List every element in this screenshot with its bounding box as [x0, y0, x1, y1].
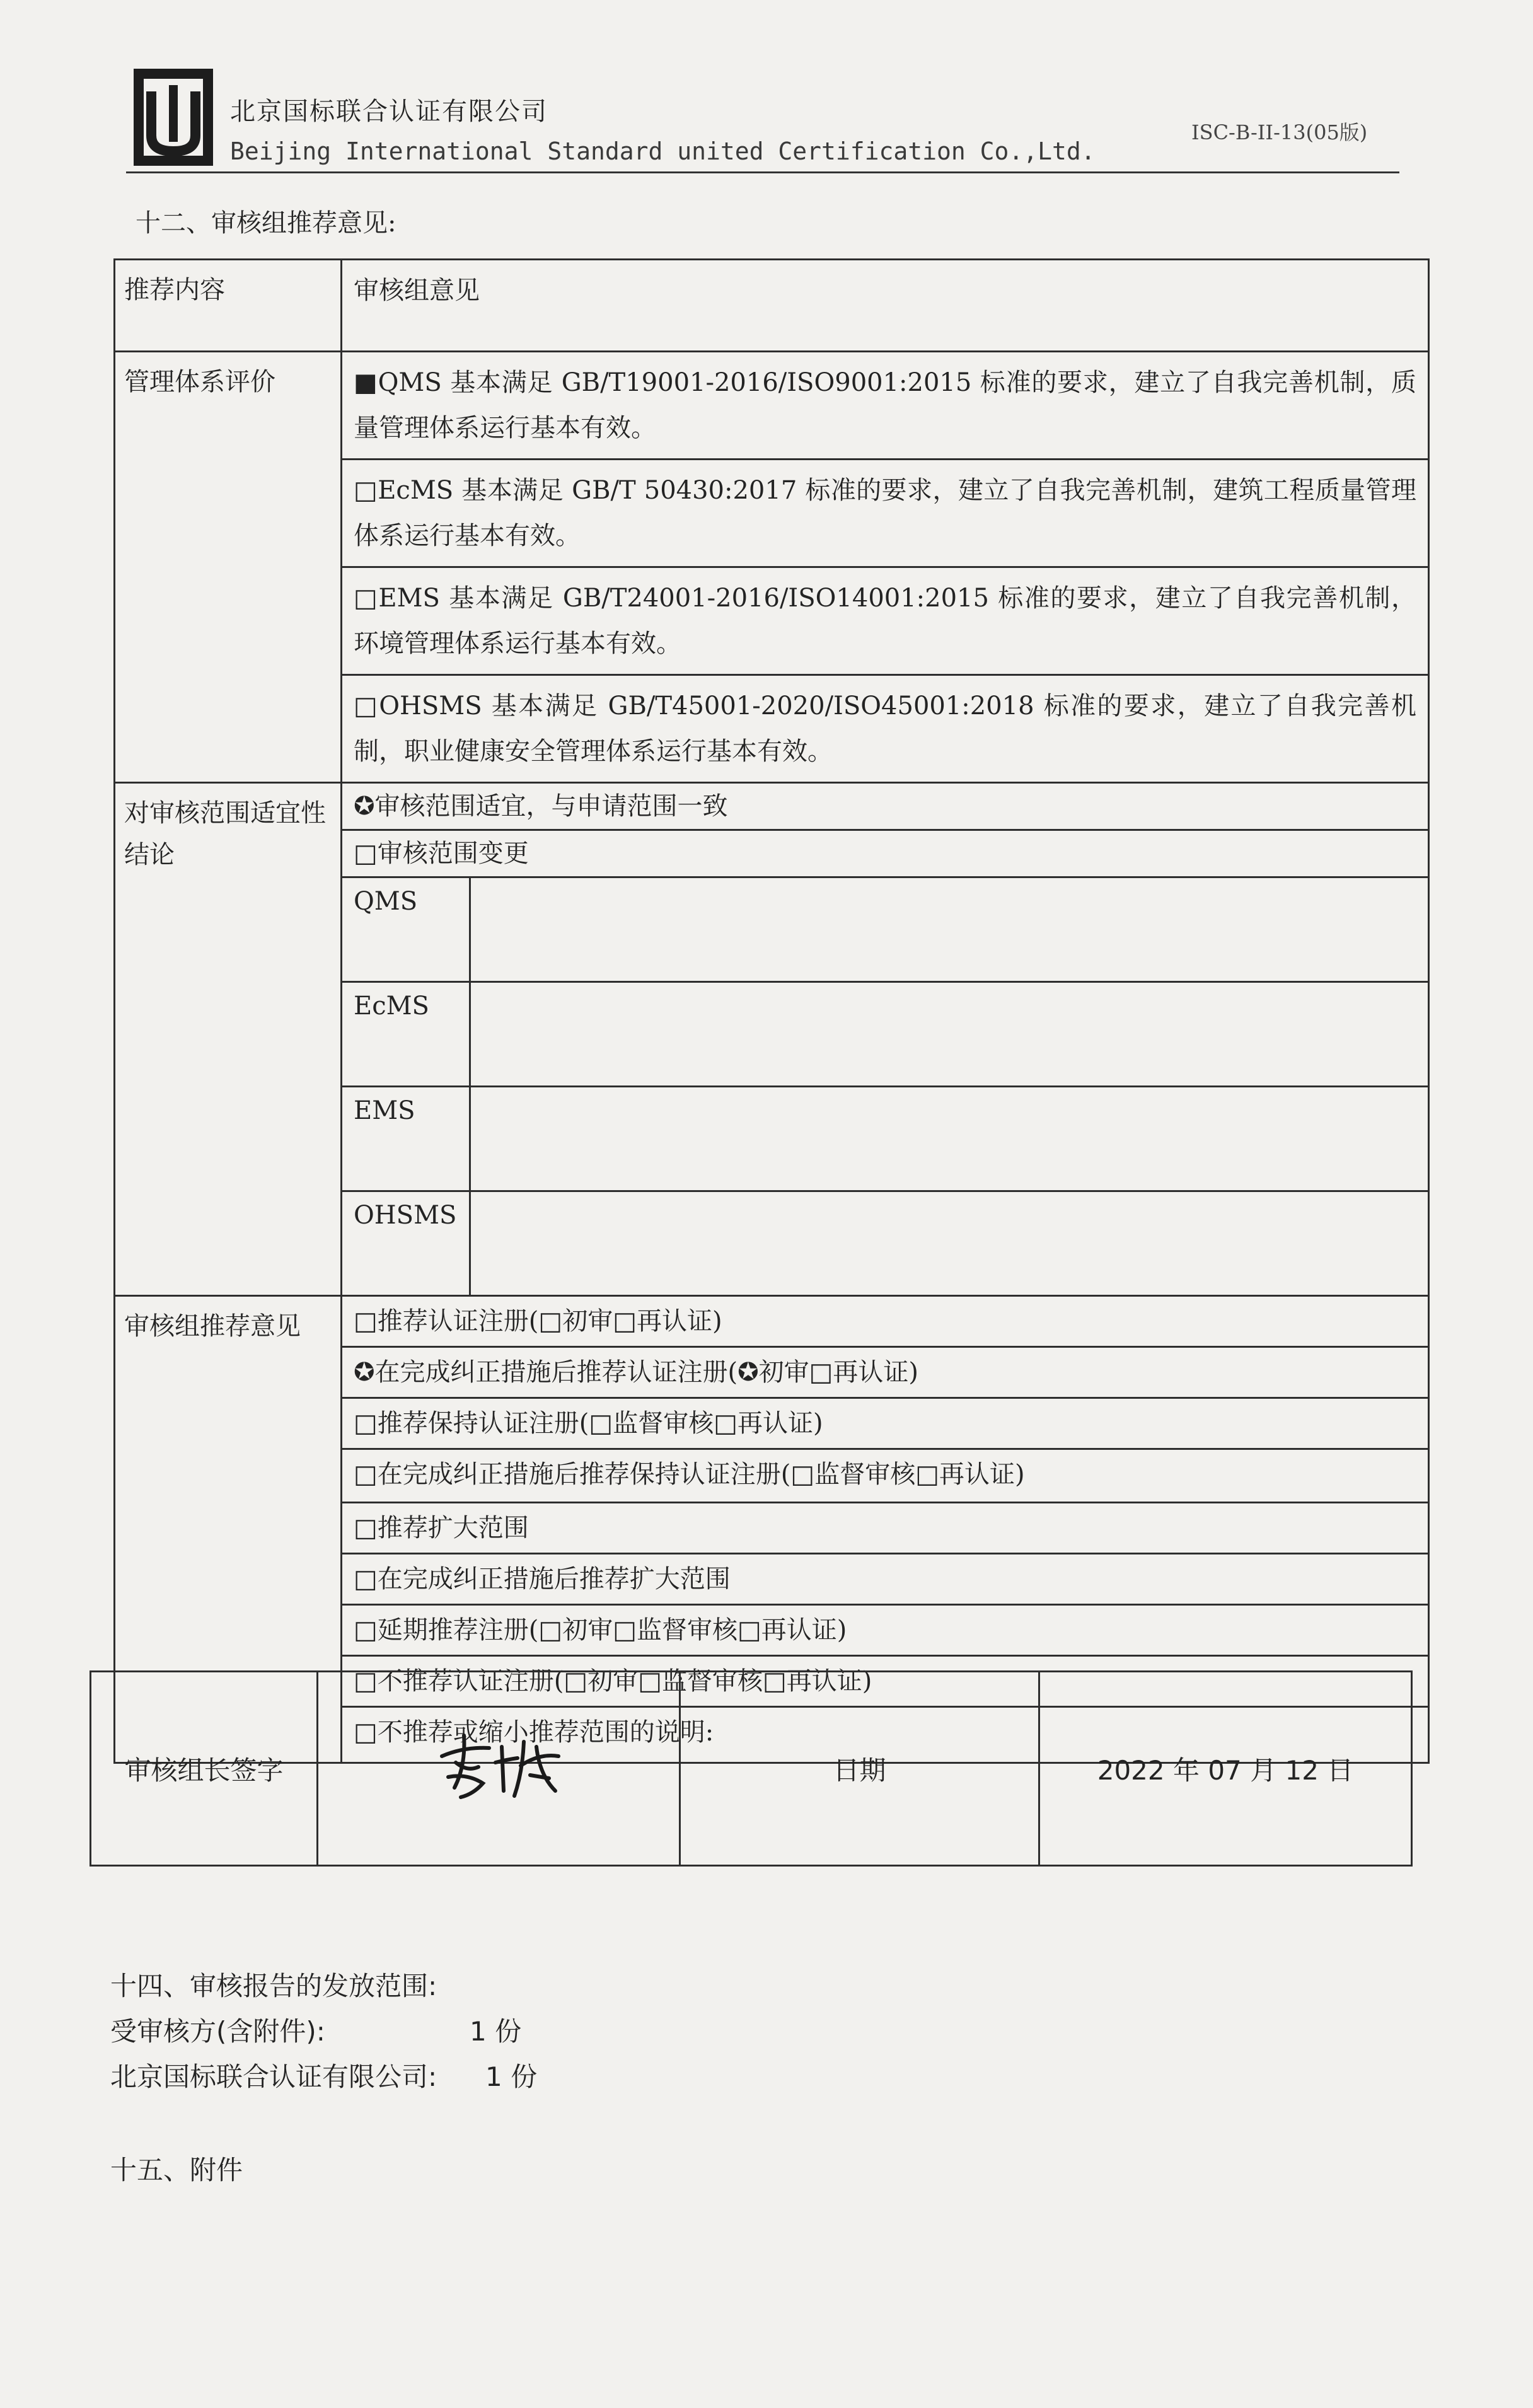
rec-item: □不推荐或缩小推荐范围的说明: [342, 1707, 1429, 1763]
scope-system-value [470, 1191, 1428, 1295]
distribution-company-value: 1 份 [485, 2061, 538, 2092]
distribution-auditee-value: 1 份 [470, 2016, 522, 2047]
checkbox-selected-icon: ✪ [354, 792, 375, 821]
checkbox-icon: □ [354, 584, 379, 613]
mgmt-item-ohsms: □OHSMS 基本满足 GB/T45001-2020/ISO45001:2018 标准的要求，建立了自我完善机制，职业健康安全管理体系运行基本有效。 [342, 675, 1429, 783]
recommendation-table [113, 258, 1430, 1764]
distribution-auditee-label: 受审核方(含附件): [110, 2016, 325, 2047]
rec-label: 审核组推荐意见 [115, 1296, 342, 1763]
section-12-title: 十二、审核组推荐意见: [136, 209, 396, 238]
rec-item: □在完成纠正措施后推荐保持认证注册(□监督审核□再认证) [342, 1449, 1429, 1503]
header-rule [126, 171, 1399, 173]
scope-system-row [342, 878, 1428, 982]
leader-signature [318, 1672, 680, 1866]
table-header-row [115, 260, 1429, 352]
checkbox-checked-icon: ■ [354, 368, 378, 397]
date-value: 2022 年 07 月 12 日 [1039, 1672, 1412, 1866]
scope-item-suitable: ✪审核范围适宜，与申请范围一致 [342, 783, 1429, 830]
section-15-title: 十五、附件 [110, 2155, 243, 2185]
scope-systems-cell [342, 877, 1429, 1296]
distribution-company-label: 北京国标联合认证有限公司: [110, 2061, 437, 2092]
mgmt-item-ecms: □EcMS 基本满足 GB/T 50430:2017 标准的要求，建立了自我完善机制，建筑工程质量管理体系运行基本有效。 [342, 460, 1429, 567]
checkbox-icon: □ [354, 476, 378, 505]
scope-item-changed: □审核范围变更 [342, 830, 1429, 877]
scope-row [115, 783, 1429, 830]
form-code: ISC-B-II-13(05版) [1191, 120, 1368, 144]
company-logo-icon [126, 66, 221, 170]
mgmt-item-qms: ■QMS 基本满足 GB/T19001-2016/ISO9001:2015 标准的要求，建立了自我完善机制，质量管理体系运行基本有效。 [342, 352, 1429, 460]
rec-item: □在完成纠正措施后推荐扩大范围 [342, 1554, 1429, 1605]
checkbox-icon: □ [354, 692, 379, 721]
scope-system-label: EcMS [342, 982, 470, 1087]
rec-item: □推荐认证注册(□初审□再认证) [342, 1296, 1429, 1347]
company-name-cn: 北京国标联合认证有限公司 [230, 97, 548, 126]
leader-signature-label: 审核组长签字 [91, 1672, 318, 1866]
handwritten-signature [429, 1728, 568, 1803]
scope-system-label: OHSMS [342, 1191, 470, 1295]
scope-system-row [342, 1087, 1428, 1191]
signature-table [90, 1670, 1413, 1867]
rec-item: □不推荐认证注册(□初审□监督审核□再认证) [342, 1656, 1429, 1707]
rec-item: □推荐保持认证注册(□监督审核□再认证) [342, 1398, 1429, 1449]
scope-system-value [470, 1087, 1428, 1191]
rec-item: □推荐扩大范围 [342, 1503, 1429, 1554]
date-label: 日期 [680, 1672, 1039, 1866]
scope-system-row [342, 1191, 1428, 1295]
scope-system-value [470, 982, 1428, 1087]
scope-system-row [342, 982, 1428, 1087]
checkbox-icon: □ [354, 839, 378, 868]
rec-item: ✪在完成纠正措施后推荐认证注册(✪初审□再认证) [342, 1347, 1429, 1398]
scope-system-label: QMS [342, 878, 470, 982]
rec-row [115, 1296, 1429, 1347]
signature-row [91, 1672, 1412, 1866]
section-14-title: 十四、审核报告的发放范围: [110, 1971, 437, 2001]
mgmt-row [115, 352, 1429, 460]
col1-header: 推荐内容 [115, 260, 342, 352]
company-name-en: Beijing International Standard united Certification Co.,Ltd. [230, 137, 1096, 165]
rec-item: □延期推荐注册(□初审□监督审核□再认证) [342, 1605, 1429, 1656]
col2-header: 审核组意见 [342, 260, 1429, 352]
scope-label: 对审核范围适宜性结论 [115, 783, 342, 1296]
scope-system-value [470, 878, 1428, 982]
mgmt-item-ems: □EMS 基本满足 GB/T24001-2016/ISO14001:2015 标准的要求，建立了自我完善机制，环境管理体系运行基本有效。 [342, 567, 1429, 675]
scope-system-label: EMS [342, 1087, 470, 1191]
mgmt-label: 管理体系评价 [115, 352, 342, 783]
scope-systems-table [342, 878, 1428, 1295]
